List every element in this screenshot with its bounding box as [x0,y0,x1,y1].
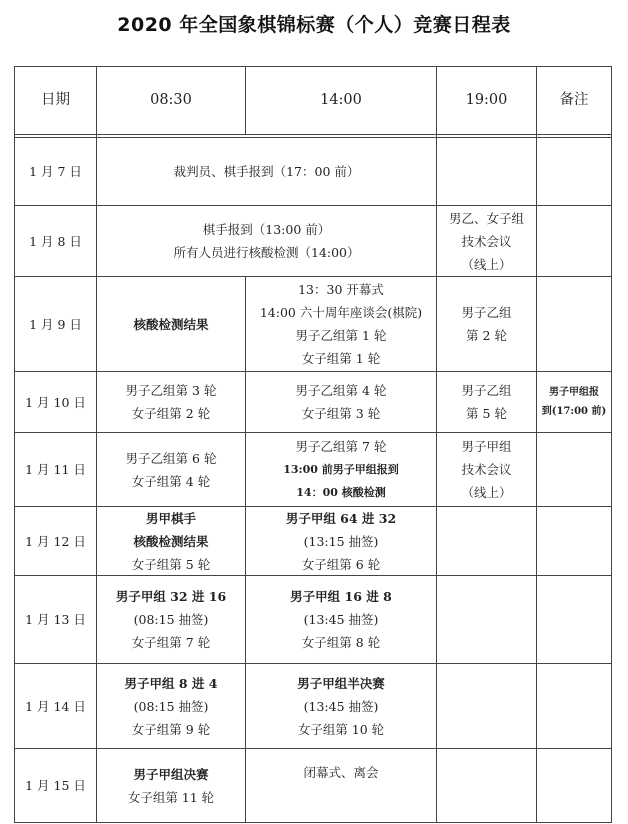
row-date: 1 月 10 日 [25,394,86,410]
header-morning: 08:30 [150,92,192,108]
header-afternoon: 14:00 [320,92,362,108]
afternoon-cell [246,507,436,575]
schedule-line: (13:45 抽签) [303,612,379,627]
schedule-line: 裁判员、棋手报到（17：00 前） [173,164,360,179]
schedule-line: 男子甲组决赛 [133,766,209,782]
morning-cell [97,576,245,663]
schedule-line: 第 2 轮 [466,328,507,343]
morning-cell [97,749,245,822]
schedule-line: (13:15 抽签) [303,533,379,549]
schedule-line: 女子组第 11 轮 [127,789,215,805]
schedule-line: 男子乙组 [461,383,512,398]
morning-cell [97,277,245,371]
evening-cell [437,372,536,432]
schedule-line: 男子乙组第 4 轮 [295,383,387,398]
afternoon-cell [246,576,436,663]
row-date: 1 月 7 日 [29,164,82,179]
note-line: 男子甲组报 [549,387,599,398]
schedule-line: （线上） [461,485,512,500]
schedule-line: 技术会议 [461,462,512,477]
row-date: 1 月 9 日 [29,316,82,332]
schedule-line: 所有人员进行核酸检测（14:00） [173,245,360,260]
schedule-line: 女子组第 9 轮 [131,721,211,737]
schedule-line: 男子甲组 16 进 8 [290,589,392,604]
header-notes: 备注 [559,92,589,108]
schedule-line: 女子组第 5 轮 [131,556,211,572]
schedule-line: 男甲棋手 [145,510,196,526]
note-line: 到(17:00 前) [541,406,607,417]
schedule-line: 女子组第 4 轮 [131,473,211,489]
afternoon-cell [246,277,436,371]
header-evening: 19:00 [465,92,508,108]
schedule-line: 14：00 核酸检测 [296,486,386,499]
schedule-line: (13:45 抽签) [303,698,379,714]
schedule-line: 男子甲组 [461,439,512,454]
schedule-line: 女子组第 1 轮 [301,351,381,366]
schedule-line: 棋手报到（13:00 前） [202,222,331,237]
schedule-line: 男子乙组第 7 轮 [295,439,387,454]
schedule-line: 男子甲组半决赛 [297,675,385,691]
schedule-line: 核酸检测结果 [133,533,209,549]
morning-cell [97,372,245,432]
schedule-line: 女子组第 7 轮 [131,635,211,650]
row-date: 1 月 15 日 [25,778,86,793]
header-date: 日期 [41,92,70,108]
evening-cell [437,206,536,276]
morning-cell [97,507,245,575]
schedule-line: 女子组第 8 轮 [301,635,381,650]
row-date: 1 月 14 日 [25,698,86,714]
schedule-line: 女子组第 3 轮 [301,406,381,421]
schedule-line: 男子乙组第 6 轮 [125,450,217,466]
schedule-line: 男子甲组 64 进 32 [285,510,397,526]
schedule-line: 男乙、女子组 [448,210,524,226]
day-schedule-cell [97,206,436,276]
morning-cell [97,664,245,748]
schedule-line: 闭幕式、离会 [303,764,379,780]
afternoon-cell [246,433,436,506]
afternoon-cell [246,664,436,748]
schedule-line: 男子甲组 32 进 16 [115,589,227,604]
schedule-line: (08:15 抽签) [133,698,209,714]
schedule-line: 13：30 开幕式 [298,282,384,297]
row-date: 1 月 13 日 [25,612,86,627]
schedule-line: （线上） [461,256,512,272]
page-title: 2020 年全国象棋锦标赛（个人）竞赛日程表 [117,14,511,36]
schedule-line: 男子甲组 8 进 4 [124,675,218,691]
row-date: 1 月 11 日 [25,462,86,477]
schedule-line: 女子组第 10 轮 [297,721,385,737]
evening-cell [437,433,536,506]
notes-cell [537,372,611,432]
schedule-line: 核酸检测结果 [133,316,209,332]
schedule-line: 女子组第 6 轮 [301,556,381,572]
morning-cell [97,433,245,506]
afternoon-cell [246,749,436,795]
row-date: 1 月 8 日 [29,233,82,249]
schedule-line: 13:00 前男子甲组报到 [283,463,399,476]
schedule-line: 男子乙组第 3 轮 [125,383,217,398]
evening-cell [437,277,536,371]
row-date: 1 月 12 日 [25,533,86,549]
schedule-line: 女子组第 2 轮 [131,406,211,421]
afternoon-cell [246,372,436,432]
schedule-line: 男子乙组第 1 轮 [295,328,387,343]
schedule-line: 第 5 轮 [466,406,507,421]
schedule-line: (08:15 抽签) [133,612,209,627]
schedule-line: 男子乙组 [461,305,512,320]
day-schedule-cell [97,138,436,205]
schedule-line: 14:00 六十周年座谈会(棋院) [259,305,423,320]
schedule-line: 技术会议 [461,233,512,249]
